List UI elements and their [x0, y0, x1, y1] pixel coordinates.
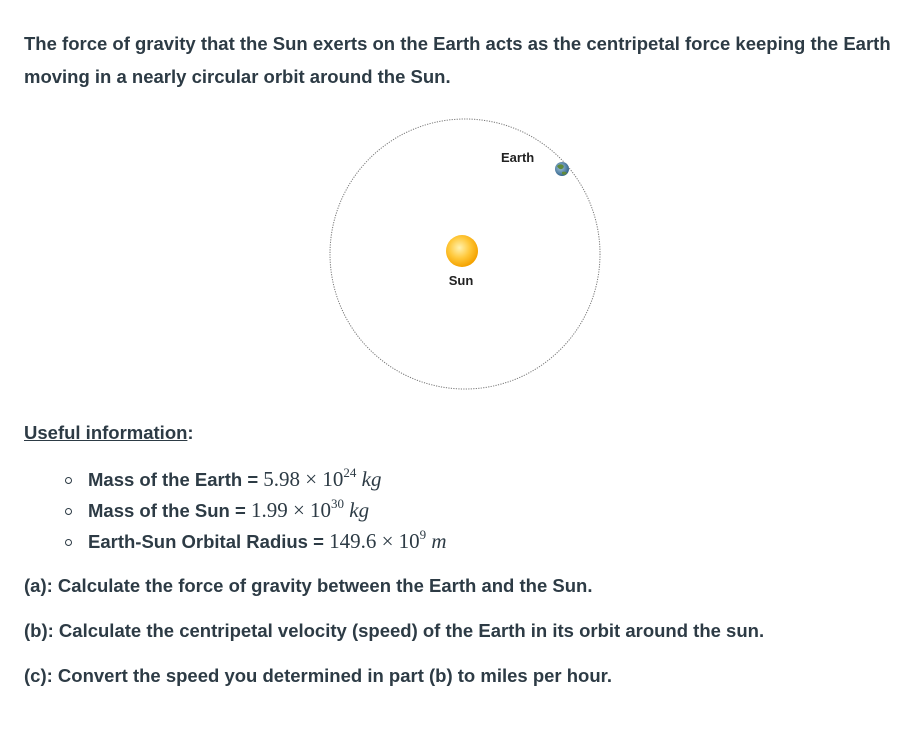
question-c: (c): Convert the speed you determined in part (b) to miles per hour.	[24, 665, 612, 686]
questions	[24, 572, 764, 707]
question-b: (b): Calculate the centripetal velocity (speed) of the Earth in its orbit around the sun.	[24, 620, 765, 641]
orbital-radius-label: Earth-Sun Orbital Radius =	[88, 531, 330, 552]
orbital-radius-value: $149.6 \times 10^9$ m	[329, 527, 447, 553]
list-item-sun-mass	[60, 495, 447, 526]
useful-information-heading	[24, 422, 194, 444]
sun-label: Sun	[448, 273, 474, 288]
orbit-diagram-svg	[310, 108, 620, 418]
earth-icon	[555, 162, 569, 176]
sun-mass-value: $1.99 \times 10^{30}$ kg	[250, 496, 370, 522]
orbit-diagram	[310, 108, 620, 418]
useful-information-colon: :	[187, 422, 194, 443]
earth-mass-value: $5.98 \times 10^{24}$ kg	[263, 465, 382, 491]
question-a: (a): Calculate the force of gravity between the Earth and the Sun.	[24, 575, 593, 596]
list-item-earth-mass	[60, 464, 447, 495]
earth-label: Earth	[501, 150, 535, 165]
bullet-icon	[65, 539, 72, 546]
bullet-icon	[65, 477, 72, 484]
useful-information-list	[60, 464, 447, 557]
list-item-orbital-radius	[60, 526, 447, 557]
sun-icon	[446, 235, 478, 267]
sun-mass-label: Mass of the Sun =	[88, 500, 251, 521]
intro-paragraph: The force of gravity that the Sun exerts on the Earth acts as the centripetal force keeping the Earth moving in a nearly circular orbit around the Sun.	[24, 33, 891, 87]
earth-mass-label: Mass of the Earth =	[88, 469, 264, 490]
bullet-icon	[65, 508, 72, 515]
useful-information-title: Useful information	[24, 422, 188, 443]
